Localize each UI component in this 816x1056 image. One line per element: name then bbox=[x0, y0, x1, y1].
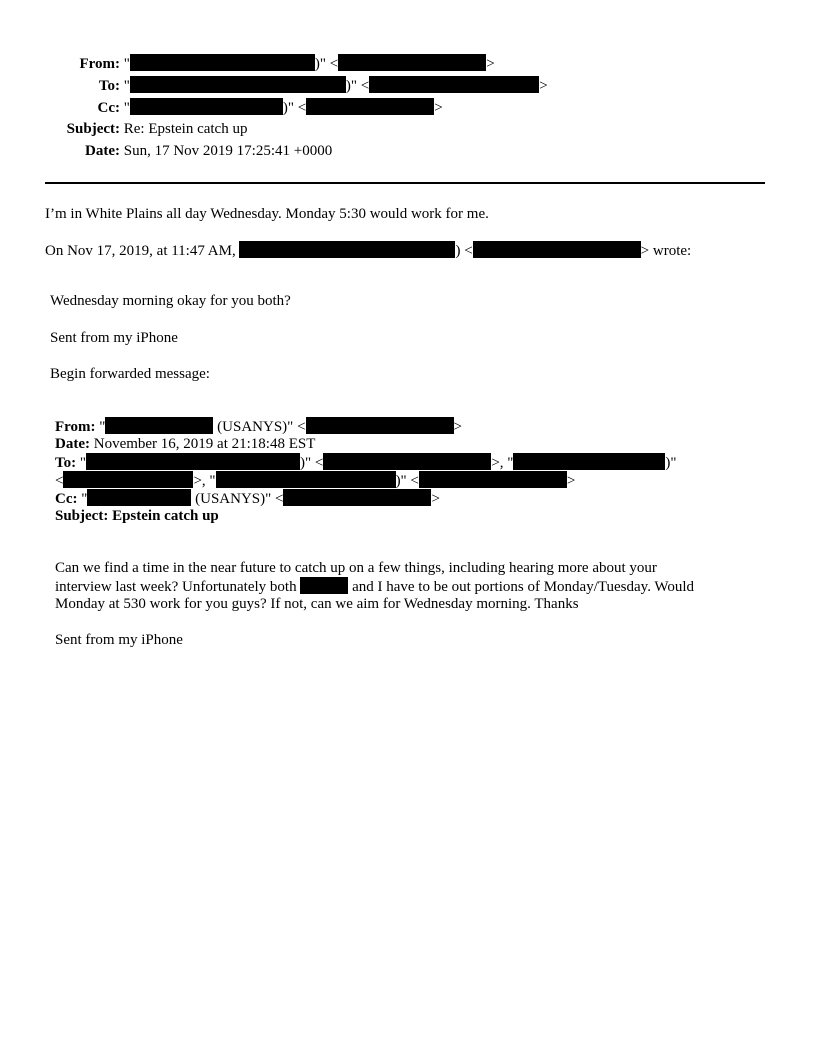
fwd-signature: Sent from my iPhone bbox=[55, 632, 183, 648]
redaction bbox=[419, 471, 567, 488]
fwd-date-value: November 16, 2019 at 21:18:48 EST bbox=[93, 436, 316, 452]
quoted-line-1: Wednesday morning okay for you both? bbox=[50, 293, 291, 309]
to-label: To: bbox=[98, 78, 120, 94]
fwd-subject-value: Epstein catch up bbox=[112, 508, 219, 524]
redaction bbox=[86, 453, 300, 470]
from-label: From: bbox=[79, 56, 120, 72]
fwd-date-label: Date: bbox=[55, 436, 90, 452]
redaction bbox=[87, 489, 191, 506]
quoted-signature: Sent from my iPhone bbox=[50, 330, 178, 346]
fwd-cc-row: Cc: " (USANYS)" < > bbox=[55, 491, 440, 507]
fwd-to-row-continued: < >, " )" < > bbox=[55, 473, 576, 489]
subject-label: Subject: bbox=[66, 121, 120, 137]
fwd-body-line-1: Can we find a time in the near future to catch up on a few things, including hearing more about your bbox=[55, 560, 657, 576]
redaction bbox=[130, 76, 346, 93]
header-from-row: From: " )" < > bbox=[0, 54, 495, 73]
fwd-from-row: From: " (USANYS)" < > bbox=[55, 419, 462, 435]
quote-intro-suffix: wrote: bbox=[652, 243, 692, 259]
header-divider bbox=[45, 182, 765, 184]
quote-intro: On Nov 17, 2019, at 11:47 AM, ) < > wrote: bbox=[45, 243, 692, 259]
redaction bbox=[369, 76, 539, 93]
redaction bbox=[239, 241, 455, 258]
fwd-body-line-3: Monday at 530 work for you guys? If not, can we aim for Wednesday morning. Thanks bbox=[55, 596, 579, 612]
redaction bbox=[323, 453, 491, 470]
fwd-from-label: From: bbox=[55, 419, 96, 435]
fwd-subject-row bbox=[55, 507, 219, 525]
date-value: Sun, 17 Nov 2019 17:25:41 +0000 bbox=[123, 143, 333, 159]
fwd-date-row bbox=[55, 435, 315, 453]
redaction bbox=[283, 489, 431, 506]
fwd-to-label: To: bbox=[55, 455, 77, 471]
fwd-to-row: To: " )" < >, " )" bbox=[55, 455, 677, 471]
header-to-row: To: " )" < > bbox=[0, 76, 548, 95]
fwd-cc-org: (USANYS)" bbox=[195, 491, 272, 507]
fwd-body-line-2a: interview last week? Unfortunately both bbox=[55, 579, 297, 595]
fwd-from-org: (USANYS)" bbox=[217, 419, 294, 435]
cc-label: Cc: bbox=[97, 100, 120, 116]
fwd-subject-label: Subject: bbox=[55, 508, 109, 524]
fwd-cc-label: Cc: bbox=[55, 491, 78, 507]
redaction bbox=[338, 54, 486, 71]
fwd-body-line-2 bbox=[55, 577, 694, 596]
redaction bbox=[105, 417, 213, 434]
forwarded-intro: Begin forwarded message: bbox=[50, 366, 210, 382]
date-label: Date: bbox=[85, 143, 120, 159]
header-cc-row: Cc: " )" < > bbox=[0, 98, 443, 117]
subject-value: Re: Epstein catch up bbox=[123, 121, 248, 137]
redaction bbox=[63, 471, 193, 488]
fwd-body-line-2b: and I have to be out portions of Monday/Tuesday. Would bbox=[352, 579, 695, 595]
redaction bbox=[473, 241, 641, 258]
redaction bbox=[300, 577, 348, 594]
header-date-row bbox=[0, 142, 332, 160]
redaction bbox=[130, 54, 315, 71]
header-subject-row bbox=[0, 120, 247, 138]
redaction bbox=[130, 98, 283, 115]
reply-text: I’m in White Plains all day Wednesday. Monday 5:30 would work for me. bbox=[45, 206, 489, 222]
redaction bbox=[513, 453, 665, 470]
redaction bbox=[306, 417, 454, 434]
quote-intro-prefix: On Nov 17, 2019, at 11:47 AM, bbox=[45, 243, 236, 259]
redaction bbox=[306, 98, 434, 115]
redaction bbox=[216, 471, 396, 488]
